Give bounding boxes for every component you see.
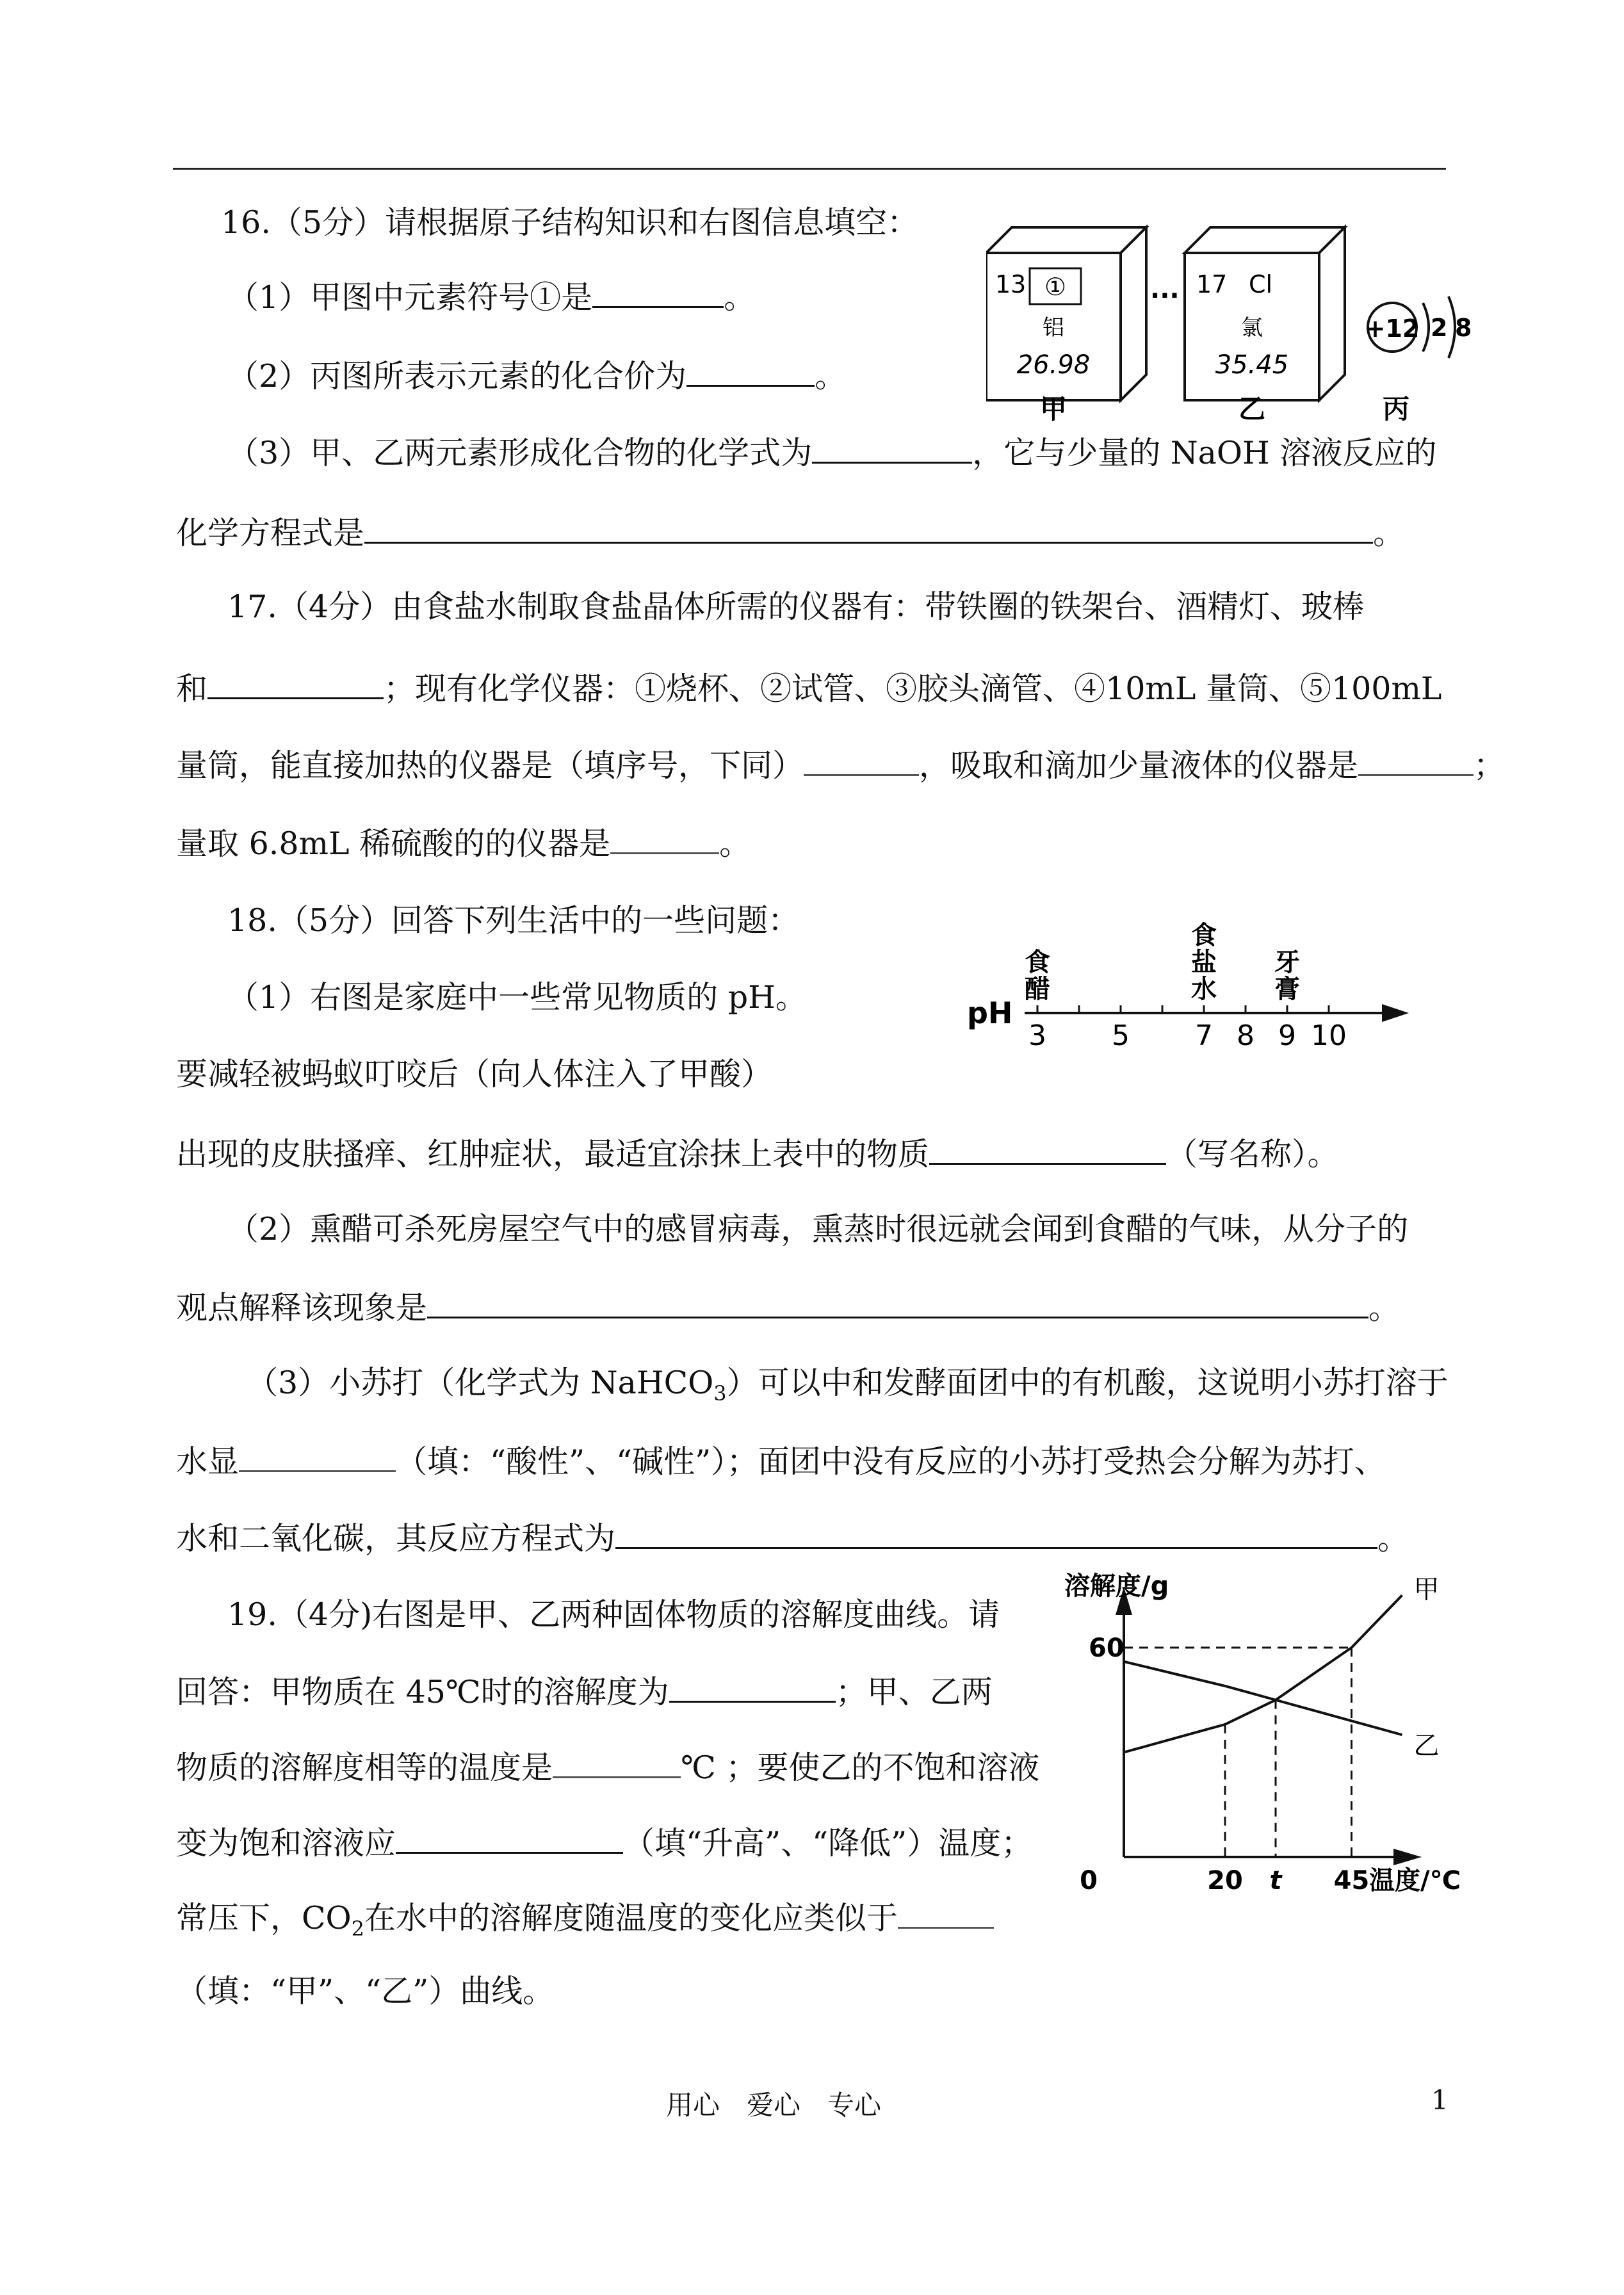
- q18-part1b: 要减轻被蚂蚁叮咬后（向人体注入了甲酸）: [176, 1056, 773, 1092]
- q19-line3: 物质的溶解度相等的温度是 ℃ ；要使乙的不饱和溶液: [176, 1747, 1039, 1787]
- ph-substances: [1025, 921, 1300, 1004]
- solubility-chart: [1063, 1569, 1524, 1902]
- ellipsis: ···: [1150, 281, 1180, 311]
- header-rule: [173, 168, 1446, 170]
- y-tick-label: 60: [1089, 1634, 1125, 1663]
- q18-part1a: （1）右图是家庭中一些常见物质的 pH。: [227, 979, 807, 1016]
- q17-line3: 量筒，能直接加热的仪器是（填序号，下同） ，吸取和滴加少量液体的仪器是 ；: [176, 745, 1505, 785]
- q17-line1: 17.（4分）由食盐水制取食盐晶体所需的仪器有：带铁圈的铁架台、酒精灯、玻棒: [227, 588, 1365, 625]
- ph-substance-label: 食: [1025, 948, 1050, 977]
- x-tick-label: t: [1269, 1866, 1282, 1895]
- q19-line2: 回答：甲物质在 45℃时的溶解度为 ；甲、乙两: [176, 1671, 993, 1712]
- curve-乙: [1124, 1662, 1402, 1735]
- q19-line1: 19.（4分)右图是甲、乙两种固体物质的溶解度曲线。请: [227, 1596, 1000, 1633]
- element-card-yi: [1185, 227, 1345, 425]
- x-axis-arrow: [1393, 1849, 1422, 1865]
- atom-structure-bing: [1365, 296, 1472, 425]
- shell-electrons: 8: [1455, 314, 1472, 342]
- q19-line6: （填：“甲”、“乙”）曲线。: [176, 1973, 555, 2009]
- answer-blank[interactable]: [427, 1287, 1368, 1318]
- footer-center: 用心 爱心 专心: [666, 2089, 882, 2121]
- x-axis-label: 温度/℃: [1369, 1866, 1461, 1895]
- answer-blank[interactable]: [1358, 745, 1474, 776]
- element-name: 氯: [1241, 315, 1263, 341]
- answer-blank[interactable]: [610, 823, 719, 854]
- atomic-number: 13: [995, 270, 1027, 298]
- q16-part3-cont: 化学方程式是 。: [176, 512, 1404, 553]
- q16-element-figure: [986, 215, 1473, 426]
- answer-blank[interactable]: [804, 745, 919, 776]
- atomic-mass: 35.45: [1215, 350, 1289, 380]
- series-label: 乙: [1413, 1731, 1440, 1761]
- ph-tick-label: 9: [1278, 1019, 1296, 1052]
- answer-blank[interactable]: [553, 1747, 681, 1778]
- answer-blank[interactable]: [615, 1518, 1377, 1549]
- ph-substance-label: 盐: [1191, 948, 1217, 977]
- x-tick-label: 0: [1080, 1866, 1098, 1895]
- atomic-number: 17: [1196, 270, 1228, 298]
- q18-part1c: 出现的皮肤搔痒、红肿症状，最适宜涂抹上表中的物质 （写名称）。: [176, 1133, 1339, 1174]
- element-card-jia: [986, 227, 1146, 425]
- answer-blank[interactable]: [364, 512, 1373, 544]
- y-axis-label: 溶解度/g: [1064, 1571, 1169, 1601]
- curve-甲: [1124, 1595, 1402, 1752]
- ph-axis-label: pH: [967, 996, 1013, 1030]
- x-tick-label: 45: [1333, 1866, 1370, 1895]
- ph-tick-label: 8: [1237, 1019, 1255, 1052]
- ph-substance-label: 食: [1191, 921, 1217, 950]
- guide-lines: [1124, 1648, 1352, 1857]
- ph-tick-label: 10: [1311, 1019, 1347, 1052]
- q19-line4: 变为饱和溶液应 （填“升高”、“降低”）温度；: [176, 1822, 1032, 1863]
- q18-part3a: （3）小苏打（化学式为 NaHCO$_3$）可以中和发酵面团中的有机酸，这说明小苏打溶于: [247, 1365, 1449, 1406]
- answer-blank[interactable]: [898, 1897, 994, 1929]
- answer-blank[interactable]: [207, 668, 384, 699]
- figure-caption: 甲: [1039, 393, 1068, 425]
- answer-blank[interactable]: [592, 277, 724, 308]
- ph-scale-figure: [954, 903, 1415, 1057]
- element-symbol: ①: [1044, 273, 1067, 301]
- answer-blank[interactable]: [812, 432, 972, 464]
- q18-stem: 18.（5分）回答下列生活中的一些问题：: [227, 902, 800, 939]
- shell-electrons: 2: [1431, 314, 1448, 342]
- q19-line5: 常压下，$CO_2$在水中的溶解度随温度的变化应类似于: [176, 1897, 994, 1948]
- ph-axis-arrow: [1382, 1004, 1409, 1022]
- element-name: 铝: [1043, 315, 1064, 341]
- figure-caption: 丙: [1382, 393, 1410, 425]
- answer-blank[interactable]: [239, 1441, 396, 1472]
- q17-line4: 量取 6.8mL 稀硫酸的的仪器是 。: [176, 823, 751, 863]
- answer-blank[interactable]: [929, 1133, 1166, 1165]
- ph-substance-label: 牙: [1274, 948, 1300, 977]
- q16-part3: （3）甲、乙两元素形成化合物的化学式为 ，它与少量的 NaOH 溶液反应的: [227, 432, 1436, 473]
- ph-tick-label: 5: [1112, 1019, 1130, 1052]
- q18-part2a: （2）熏醋可杀死房屋空气中的感冒病毒，熏蒸时很远就会闻到食醋的气味，从分子的: [227, 1211, 1409, 1247]
- curves: [1124, 1575, 1440, 1760]
- ph-substance-label: 水: [1191, 975, 1217, 1004]
- answer-blank[interactable]: [686, 355, 815, 387]
- q17-line2: 和 ；现有化学仪器：①烧杯、②试管、③胶头滴管、④10mL 量筒、⑤100mL: [176, 668, 1441, 708]
- q16-part1: （1）甲图中元素符号①是 。: [227, 277, 755, 317]
- q18-part2b: 观点解释该现象是 。: [176, 1287, 1400, 1327]
- answer-blank[interactable]: [669, 1671, 836, 1703]
- x-tick-label: 20: [1207, 1866, 1243, 1895]
- q18-part3c: 水和二氧化碳，其反应方程式为 。: [176, 1518, 1409, 1558]
- page-number: 1: [1431, 2084, 1449, 2116]
- atomic-mass: 26.98: [1016, 350, 1091, 380]
- q16-stem: 16.（5分）请根据原子结构知识和右图信息填空：: [221, 204, 919, 241]
- answer-blank[interactable]: [396, 1822, 623, 1854]
- nucleus-charge: +12: [1365, 314, 1420, 343]
- ph-tick-label: 3: [1028, 1019, 1046, 1052]
- q18-part3b: 水显 （填：“酸性”、“碱性”）；面团中没有反应的小苏打受热会分解为苏打、: [176, 1441, 1386, 1481]
- ph-tick-label: 7: [1195, 1019, 1213, 1052]
- q16-part2: （2）丙图所表示元素的化合价为 。: [227, 355, 846, 396]
- figure-caption: 乙: [1238, 393, 1266, 425]
- ph-substance-label: 膏: [1274, 975, 1300, 1004]
- ph-substance-label: 醋: [1025, 975, 1050, 1004]
- series-label: 甲: [1413, 1575, 1440, 1605]
- element-symbol: Cl: [1249, 270, 1273, 298]
